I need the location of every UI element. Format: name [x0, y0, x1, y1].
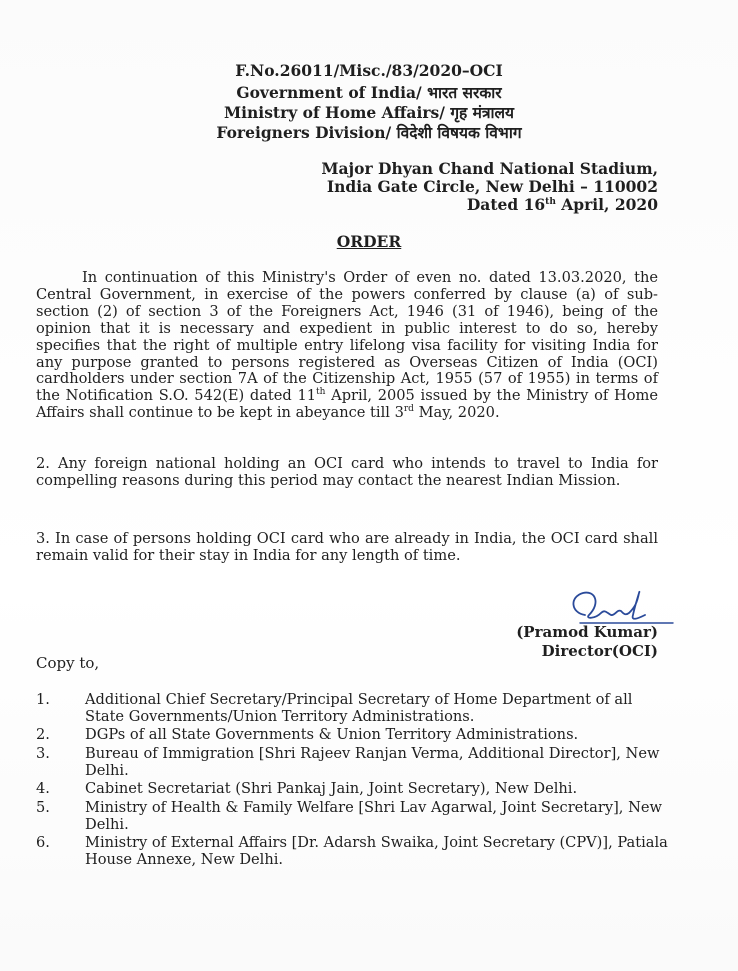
paragraph-2: 2. Any foreign national holding an OCI card who intends to travel to India for compelling reasons during this period may contact the nearest Indian Mission. — [36, 455, 658, 489]
para1-text-c: May, 2020. — [413, 404, 500, 422]
header-division: Foreigners Division/ विदेशी विषयक विभाग — [216, 123, 522, 142]
date-line — [321, 196, 658, 214]
copy-to-label: Copy to, — [36, 654, 100, 672]
order-title: ORDER — [336, 232, 402, 251]
list-item — [36, 781, 676, 798]
item-text: Bureau of Immigration [Shri Rajeev Ranjan Verma, Additional Director], New Delhi. — [85, 744, 660, 779]
item-text: Additional Chief Secretary/Principal Secretary of Home Department of all State Governments/Union Territory Administrations. — [85, 691, 633, 725]
paragraph-3: 3. In case of persons holding OCI card who are already in India, the OCI card shall remain valid for their stay in India for any length of time. — [36, 530, 658, 564]
list-item — [36, 727, 676, 744]
item-text: Ministry of External Affairs [Dr. Adarsh Swaika, Joint Secretary (CPV)], Patiala House Annexe, New Delhi. — [85, 834, 668, 869]
signatory-name: (Pramod Kumar) — [516, 623, 658, 641]
paragraph-1 — [36, 270, 658, 422]
item-number: 4. — [36, 780, 50, 798]
item-text: Cabinet Secretariat (Shri Pankaj Jain, Joint Secretary), New Delhi. — [85, 780, 578, 798]
address-block — [321, 160, 658, 214]
recipient-list — [36, 692, 676, 871]
date-prefix: Dated 16 — [466, 195, 546, 214]
item-text: DGPs of all State Governments & Union Territory Administrations. — [85, 726, 579, 744]
para1-text-b: April, 2005 issued by the Ministry of Home Affairs shall continue to be kept in abeyance till 3 — [36, 387, 658, 422]
list-item — [36, 746, 676, 780]
item-number: 2. — [36, 726, 50, 744]
list-item — [36, 835, 676, 869]
address-line-2: India Gate Circle, New Delhi – 110002 — [326, 177, 658, 196]
para1-sup-a: th — [316, 387, 326, 398]
item-number: 1. — [36, 691, 50, 708]
date-suffix: April, 2020 — [555, 195, 658, 214]
date-sup: th — [545, 196, 556, 207]
address-line-1: Major Dhyan Chand National Stadium, — [321, 159, 658, 178]
list-item — [36, 800, 676, 834]
signatory-designation: Director(OCI) — [541, 642, 658, 660]
item-number: 5. — [36, 798, 50, 816]
para1-sup-b: rd — [403, 404, 414, 415]
item-number: 3. — [36, 744, 50, 762]
item-text: Ministry of Health & Family Welfare [Shri Lav Agarwal, Joint Secretary], New Delhi. — [85, 798, 662, 833]
signatory-block — [516, 623, 658, 661]
header-government: Government of India/ भारत सरकार — [236, 83, 502, 102]
header-ministry: Ministry of Home Affairs/ गृह मंत्रालय — [223, 103, 515, 122]
file-number: F.No.26011/Misc./83/2020–OCI — [235, 61, 503, 80]
list-item — [36, 692, 676, 726]
para1-text-a: In continuation of this Ministry's Order of even no. dated 13.03.2020, the Central Government, in exercise of the powers conferred by clause (a) of sub-section (2) of section 3 of the Foreigners Act, 1946 (31 of 1946), being of the opinion that it is necessary and expedient in public interest to do so, hereby specifies that the right of multiple entry lifelong visa facility for visiting India for any purpose granted to persons registered as Overseas Citizen of India (OCI) cardholders under section 7A of the Citizenship Act, 1955 (57 of 1955) in terms of the Notification S.O. 542(E) dated 11 — [36, 269, 658, 405]
item-number: 6. — [36, 834, 50, 852]
